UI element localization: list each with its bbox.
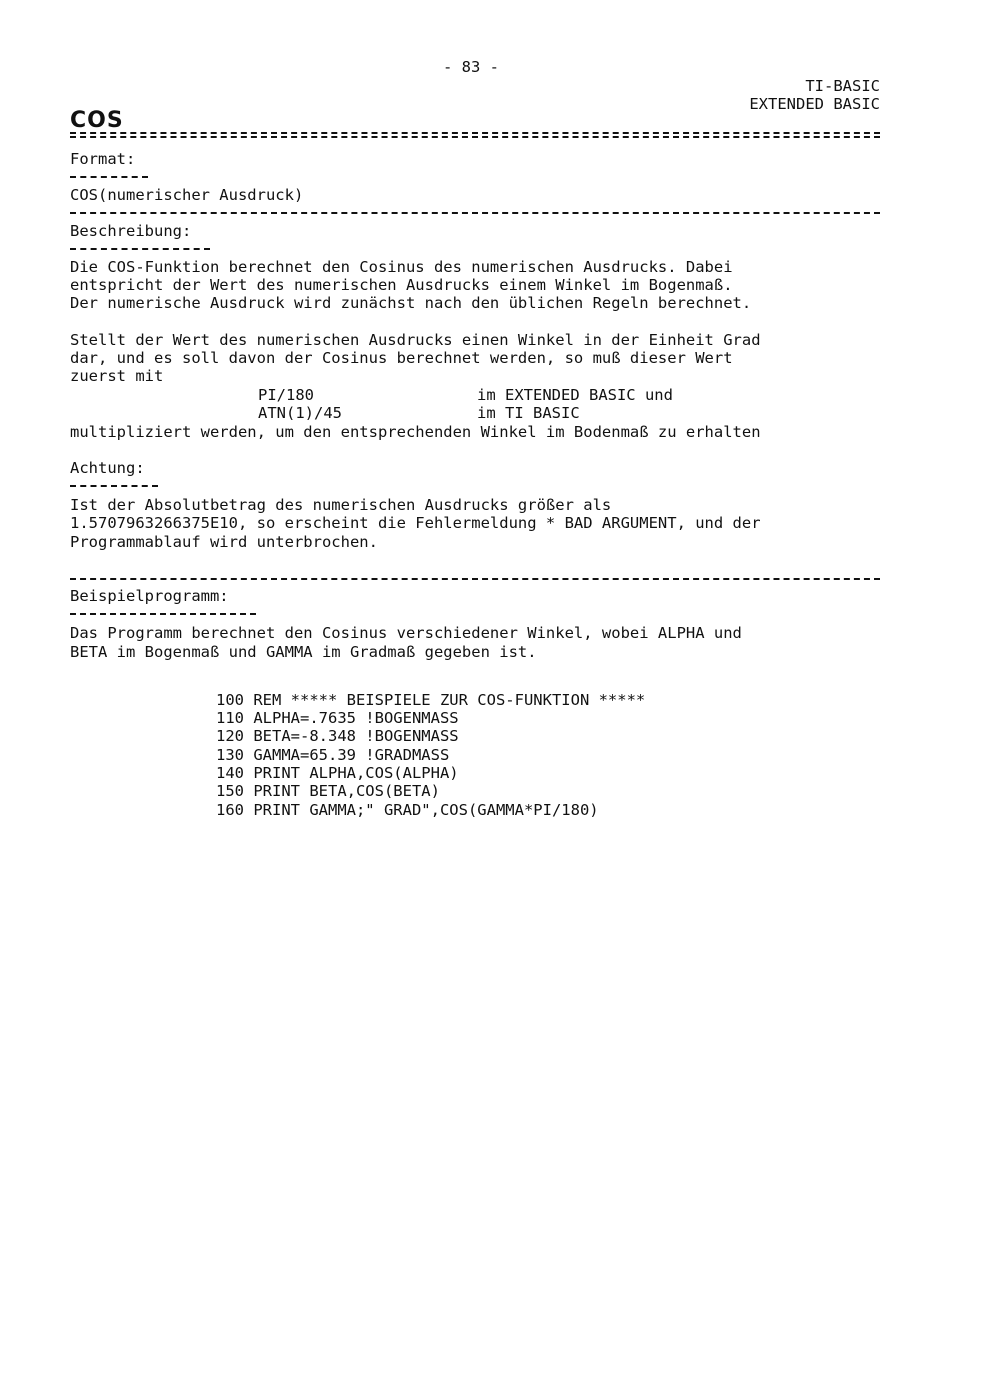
description-line: multipliziert werden, um den entsprechenden Winkel im Bodenmaß zu erhalten	[70, 423, 761, 441]
warning-line: Programmablauf wird unterbrochen.	[70, 533, 378, 551]
description-line: entspricht der Wert des numerischen Ausdrucks einem Winkel im Bogenmaß.	[70, 276, 733, 294]
section-rule	[70, 578, 880, 580]
example-heading: Beispielprogramm:	[70, 587, 229, 605]
factor-context: im TI BASIC	[477, 404, 580, 422]
format-heading-underline	[70, 176, 148, 178]
description-heading: Beschreibung:	[70, 222, 192, 240]
code-line: 120 BETA=-8.348 !BOGENMASS	[216, 727, 459, 745]
example-intro-line: Das Programm berechnet den Cosinus verschiedener Winkel, wobei ALPHA und	[70, 624, 742, 642]
section-rule	[70, 212, 880, 214]
code-line: 130 GAMMA=65.39 !GRADMASS	[216, 746, 450, 764]
code-line: 140 PRINT ALPHA,COS(ALPHA)	[216, 764, 459, 782]
factor-context: im EXTENDED BASIC und	[477, 386, 673, 404]
description-heading-underline	[70, 248, 210, 250]
header-dialect-1: TI-BASIC	[805, 77, 880, 95]
example-intro-line: BETA im Bogenmaß und GAMMA im Gradmaß gegeben ist.	[70, 643, 537, 661]
double-rule	[70, 132, 880, 134]
description-line: Stellt der Wert des numerischen Ausdrucks einen Winkel in der Einheit Grad	[70, 331, 761, 349]
description-line: Die COS-Funktion berechnet den Cosinus des numerischen Ausdrucks. Dabei	[70, 258, 733, 276]
warning-heading: Achtung:	[70, 459, 145, 477]
warning-line: Ist der Absolutbetrag des numerischen Ausdrucks größer als	[70, 496, 612, 514]
code-line: 110 ALPHA=.7635 !BOGENMASS	[216, 709, 459, 727]
code-line: 100 REM ***** BEISPIELE ZUR COS-FUNKTION *****	[216, 691, 646, 709]
description-line: zuerst mit	[70, 367, 164, 385]
example-heading-underline	[70, 613, 256, 615]
code-line: 160 PRINT GAMMA;" GRAD",COS(GAMMA*PI/180)	[216, 801, 599, 819]
factor-expression: ATN(1)/45	[258, 404, 342, 422]
format-syntax: COS(numerischer Ausdruck)	[70, 186, 304, 204]
code-line: 150 PRINT BETA,COS(BETA)	[216, 782, 440, 800]
warning-line: 1.5707963266375E10, so erscheint die Fehlermeldung * BAD ARGUMENT, und der	[70, 514, 761, 532]
description-line: dar, und es soll davon der Cosinus berechnet werden, so muß dieser Wert	[70, 349, 733, 367]
factor-expression: PI/180	[258, 386, 314, 404]
keyword-title: COS	[70, 108, 124, 133]
page-number: - 83 -	[443, 58, 499, 76]
description-line: Der numerische Ausdruck wird zunächst nach den üblichen Regeln berechnet.	[70, 294, 752, 312]
warning-heading-underline	[70, 485, 158, 487]
header-dialect-2: EXTENDED BASIC	[749, 95, 880, 113]
format-heading: Format:	[70, 150, 136, 168]
